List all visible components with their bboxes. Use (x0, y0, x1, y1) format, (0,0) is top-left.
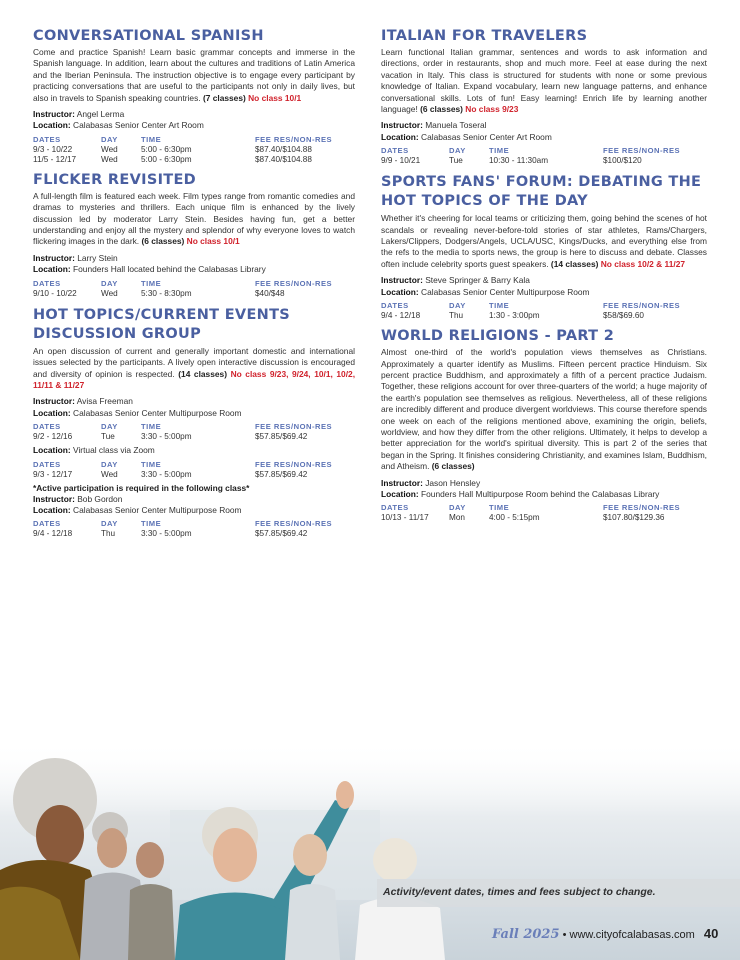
instructor-line: Instructor: Steve Springer & Barry Kala (381, 275, 530, 286)
course-title: FLICKER REVISITED (33, 171, 196, 188)
location-line: Location: Virtual class via Zoom (33, 445, 155, 456)
instructor-line: Instructor: Angel Lerma (33, 109, 125, 120)
location-line: Location: Calabasas Senior Center Multipurpose Room (33, 504, 242, 515)
instructor-line: Instructor: Avisa Freeman (33, 396, 133, 407)
course-hot-topics (33, 306, 355, 539)
course-sports-fans-forum (381, 173, 707, 320)
schedule-table: DATES DAY TIME FEE RES/NON-RES 9/4 - 12/18 Thu 1:30 - 3:00pm $58/$69.60 (381, 301, 707, 320)
course-world-religions (381, 328, 707, 522)
right-column (381, 28, 707, 530)
course-title: SPORTS FANS' FORUM: DEBATING THE HOT TOPICS OF THE DAY (381, 174, 702, 210)
location-line: Location: Calabasas Senior Center Multipurpose Room (381, 286, 590, 297)
schedule-table: DATES DAY TIME FEE RES/NON-RES 9/10 - 10/22 Wed 5:30 - 8:30pm $40/$48 (33, 279, 355, 298)
course-conversational-spanish (33, 28, 355, 164)
course-title: CONVERSATIONAL SPANISH (33, 28, 264, 44)
page-number: 40 (703, 926, 719, 941)
schedule-table: DATES DAY TIME FEE RES/NON-RES 9/3 - 12/17 Wed 3:30 - 5:00pm $57.85/$69.42 (33, 460, 355, 479)
table-row: 11/5 - 12/17 Wed 5:00 - 6:30pm $87.40/$104.88 (33, 154, 312, 164)
course-title: HOT TOPICS/CURRENT EVENTS DISCUSSION GROUP (33, 306, 291, 342)
instructor-line: Instructor: Bob Gordon (33, 493, 123, 504)
course-description: Whether it's cheering for local teams or criticizing them, going behind the scenes of hot scandals or revealing never-before-told stories of star athletes, Rams/Chargers, Lakers/Clippers, Dodgers/Angels, UCLA/USC, Kings/Ducks, and everything else from the refs to the media to sports news, the group is here to discuss and debate. Classes often include celebrity sports guest speakers. (14 classes) No class 10/2 & 11/27 (381, 213, 707, 269)
course-title: ITALIAN FOR TRAVELERS (381, 28, 588, 44)
schedule-table: DATES DAY TIME FEE RES/NON-RES 9/2 - 12/16 Tue 3:30 - 5:00pm $57.85/$69.42 (33, 422, 355, 441)
participation-note: *Active participation is required in the following class* (33, 482, 250, 493)
left-column (33, 28, 355, 546)
location-line: Location: Calabasas Senior Center Art Room (381, 131, 552, 142)
footer-separator: • (562, 929, 567, 941)
location-line: Location: Founders Hall located behind the Calabasas Library (33, 264, 266, 275)
table-row: 9/3 - 10/22 Wed 5:00 - 6:30pm $87.40/$104.88 (33, 144, 312, 154)
course-description: An open discussion of current and generally important domestic and international issues selected by the participants. A lively open interactive discussion is encouraged and diversity of opinion is respected. (14 classes) No class 9/23, 9/24, 10/1, 10/2, 11/11 & 11/27 (33, 345, 356, 390)
course-description: A full-length film is featured each week. Film types range from romantic comedies and dramas to mysteries and thrillers. Each unique film is enhanced by the lively discussion led by moderator Larry Stein. Besides having fun, get a better understanding and enjoy all the mystery and splendor of why everyone loves to watch flickering images in the dark. (6 classes) No class 10/1 (33, 190, 355, 247)
course-description: Learn functional Italian grammar, sentences and words to ask information and directions, order in restaurants, shop and much more. Feel at ease during the next vacation in Italy. This class is structured for students with none or some previous knowledge of Italian. Expand vocabulary, learn new language patterns, and enhance conversational skills. Lots of fun! Easy learning! Enrich life by learning another language! (6 classes) No class 9/23 (381, 47, 707, 115)
disclaimer-text: Activity/event dates, times and fees subject to change. (383, 886, 656, 898)
table-row: 9/2 - 12/16 Tue 3:30 - 5:00pm $57.85/$69.42 (33, 432, 308, 442)
schedule-table: DATES DAY TIME FEE RES/NON-RES 9/3 - 10/22 Wed 5:00 - 6:30pm $87.40/$104.88 11/5 - 12/17 Wed 5:00 - 6:30pm $87.40/$104.88 (33, 135, 355, 164)
course-description: Almost one-third of the world's population views themselves as Christians. Approximately a quarter identify as Muslims. Fifteen percent practice Hinduism. Six percent practice Buddhism, and approximately a fifth of a percent practice Judaism. Together, these religions account for over three-quarters of the world; a huge majority of the earth's population see themselves as religious. Nevertheless, all of these religions are incredibly different and produce divergent worldviews. This course therefore spends one week on each of the religions mentioned above, examining the origin, beliefs, worldview, and how they differ from the other religions. Ultimately, it helps to develop a better appreciation for the world's spiritual diversity. This is part 2 of the series that began in the Spring. It finishes considering Christianity, and examines Islam, Buddhism, and Atheism. (6 classes) (381, 347, 707, 472)
schedule-table: DATES DAY TIME FEE RES/NON-RES 9/9 - 10/21 Tue 10:30 - 11:30am $100/$120 (381, 146, 707, 165)
instructor-line: Instructor: Manuela Toseral (381, 120, 487, 131)
table-row: 10/13 - 11/17 Mon 4:00 - 5:15pm $107.80/$129.36 (381, 513, 665, 523)
instructor-line: Instructor: Jason Hensley (381, 477, 481, 488)
table-row: 9/4 - 12/18 Thu 1:30 - 3:00pm $58/$69.60 (381, 311, 644, 321)
course-description: Come and practice Spanish! Learn basic grammar concepts and immerse in the Spanish language. In addition, learn about the cultures and traditions of Latin America and the Iberian Peninsula. The instruction objective is to engage every participant by practicing conversations that are useful to the participants not only in daily lives, but also in travels to Spanish speaking countries. (7 classes) No class 10/1 (33, 47, 355, 103)
location-line: Location: Calabasas Senior Center Multipurpose Room (33, 407, 242, 418)
schedule-table: DATES DAY TIME FEE RES/NON-RES 9/4 - 12/18 Thu 3:30 - 5:00pm $57.85/$69.42 (33, 519, 355, 538)
course-title: WORLD RELIGIONS - PART 2 (381, 328, 615, 345)
schedule-table: DATES DAY TIME FEE RES/NON-RES 10/13 - 11/17 Mon 4:00 - 5:15pm $107.80/$129.36 (381, 503, 707, 522)
course-italian-for-travelers (381, 28, 707, 165)
website-url: www.cityofcalabasas.com (569, 929, 695, 941)
disclaimer-banner (377, 879, 740, 907)
table-row: 9/9 - 10/21 Tue 10:30 - 11:30am $100/$120 (381, 156, 642, 166)
instructor-line: Instructor: Larry Stein (33, 252, 118, 263)
table-row: 9/4 - 12/18 Thu 3:30 - 5:00pm $57.85/$69.42 (33, 529, 308, 539)
course-flicker-revisited (33, 172, 355, 298)
table-row: 9/10 - 10/22 Wed 5:30 - 8:30pm $40/$48 (33, 288, 285, 298)
table-row: 9/3 - 12/17 Wed 3:30 - 5:00pm $57.85/$69.42 (33, 469, 308, 479)
season-logo: Fall 2025 (492, 927, 560, 942)
location-line: Location: Calabasas Senior Center Art Room (33, 120, 204, 131)
location-line: Location: Founders Hall Multipurpose Room behind the Calabasas Library (381, 488, 660, 499)
page-footer (492, 926, 718, 942)
